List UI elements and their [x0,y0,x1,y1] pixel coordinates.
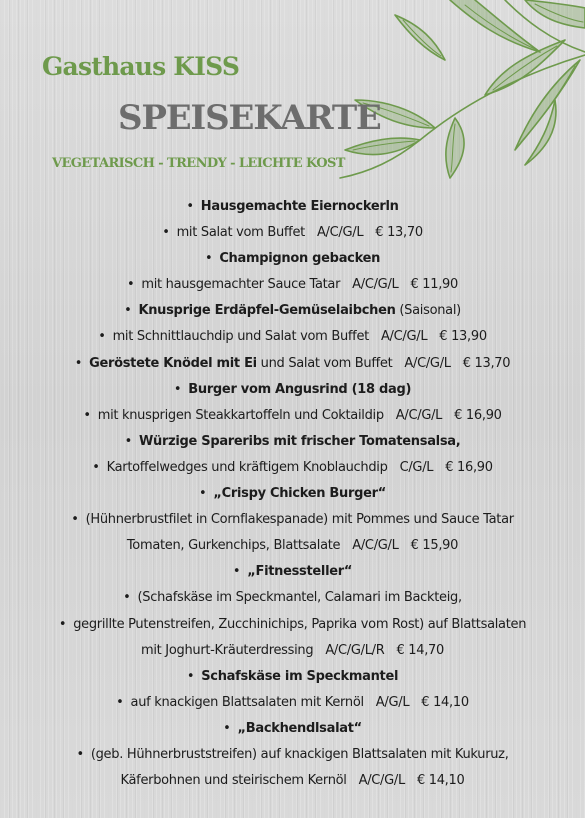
dish-name: Schafskäse im Speckmantel [201,668,399,684]
dish-description: (Hühnerbrustfilet in Cornflakespanade) mit Pommes und Sauce Tatar [85,512,514,528]
menu-list [0,194,585,794]
bullet-point: • [124,433,132,449]
dish-description: Tomaten, Gurkenchips, Blattsalate [126,538,341,554]
menu-line [0,455,585,481]
allergen-codes: A/C/G/L [316,225,364,241]
allergen-codes: A/C/G/L [404,355,451,371]
menu-line [0,481,585,507]
dish-description: mit knusprigen Steakkartoffeln und Coktaildip [97,407,384,423]
dish-price: € 13,70 [375,225,423,241]
menu-line [0,429,585,455]
menu-line [0,272,585,298]
dish-price: € 16,90 [445,459,493,475]
dish-description: und Salat vom Buffet [260,355,393,371]
leaf-branch-icon [325,0,585,180]
bullet-point: • [74,355,83,371]
dish-price: € 14,10 [416,773,465,789]
bullet-point: • [173,381,182,397]
bullet-point: • [186,668,195,684]
bullet-point: • [92,459,100,475]
bullet-point: • [232,564,241,580]
dish-description: (Schafskäse im Speckmantel, Calamari im Backteig, [137,590,462,606]
dish-description: Käferbohnen und steirischem Kernöl [120,773,347,789]
dish-price: € 13,90 [439,329,487,345]
dish-price: € 11,90 [410,277,458,293]
dish-name: Knusprige Erdäpfel-Gemüselaibchen [138,303,396,319]
menu-subtitle: VEGETARISCH - TRENDY - LEICHTE KOST [52,156,345,171]
dish-price: € 14,10 [421,694,469,710]
dish-description: mit hausgemachter Sauce Tatar [141,277,341,293]
dish-description: auf knackigen Blattsalaten mit Kernöl [130,694,364,710]
dish-description: mit Salat vom Buffet [176,225,305,241]
allergen-codes: A/C/G/L/R [325,642,385,658]
bullet-point: • [58,616,67,632]
bullet-point: • [98,329,106,345]
dish-name: „Backhendlsalat“ [237,720,362,736]
dish-price: € 16,90 [454,407,502,423]
menu-line [0,612,585,638]
bullet-point: • [223,720,231,736]
allergen-codes: A/C/G/L [395,407,443,423]
brand-name: Gasthaus KISS [42,52,240,81]
menu-line [0,664,585,690]
menu-line [0,559,585,585]
menu-line [0,585,585,611]
menu-line [0,377,585,403]
allergen-codes: A/C/G/L [352,277,399,293]
menu-line [0,690,585,716]
dish-name: „Crispy Chicken Burger“ [213,486,386,502]
menu-line [0,716,585,742]
menu-line [0,220,585,246]
dish-description: mit Joghurt-Kräuterdressing [141,642,314,658]
bullet-point: • [127,277,135,293]
menu-line [0,533,585,559]
bullet-point: • [186,199,194,214]
bullet-point: • [124,303,132,319]
bullet-point: • [199,486,207,502]
bullet-point: • [76,746,84,762]
menu-line [0,742,585,768]
menu-line [0,507,585,533]
allergen-codes: A/G/L [375,694,410,710]
allergen-codes: A/C/G/L [352,538,399,554]
bullet-point: • [204,251,213,267]
allergen-codes: C/G/L [399,459,434,475]
dish-description: (geb. Hühnerbruststreifen) auf knackigen Blattsalaten mit Kukuruz, [90,746,509,762]
bullet-point: • [123,590,131,606]
dish-price: € 13,70 [462,355,511,371]
menu-line [0,194,585,220]
dish-name: Hausgemachte Eiernockerln [200,199,399,214]
bullet-point: • [83,407,91,423]
menu-line [0,324,585,350]
menu-line [0,298,585,324]
bullet-point: • [116,694,124,710]
page-title: SPEISEKARTE [118,98,381,138]
menu-line [0,351,585,377]
dish-name: „Fitnessteller“ [247,564,353,580]
dish-name: Champignon gebacken [219,251,381,267]
dish-name: Burger vom Angusrind (18 dag) [188,381,412,397]
dish-description: mit Schnittlauchdip und Salat vom Buffet [112,329,369,345]
dish-description: gegrillte Putenstreifen, Zucchinichips, Paprika vom Rost) auf Blattsalaten [73,616,527,632]
dish-name: Geröstete Knödel mit Ei [89,355,257,371]
dish-description: Kartoffelwedges und kräftigem Knoblauchdip [106,459,388,475]
menu-line [0,638,585,664]
menu-line [0,403,585,429]
dish-description: (Saisonal) [399,303,461,319]
menu-line [0,768,585,794]
dish-price: € 15,90 [410,538,459,554]
bullet-point: • [162,225,170,241]
allergen-codes: A/C/G/L [358,773,405,789]
allergen-codes: A/C/G/L [380,329,428,345]
bullet-point: • [71,512,79,528]
menu-line [0,246,585,272]
dish-name: Würzige Spareribs mit frischer Tomatensalsa, [138,433,461,449]
dish-price: € 14,70 [396,642,444,658]
